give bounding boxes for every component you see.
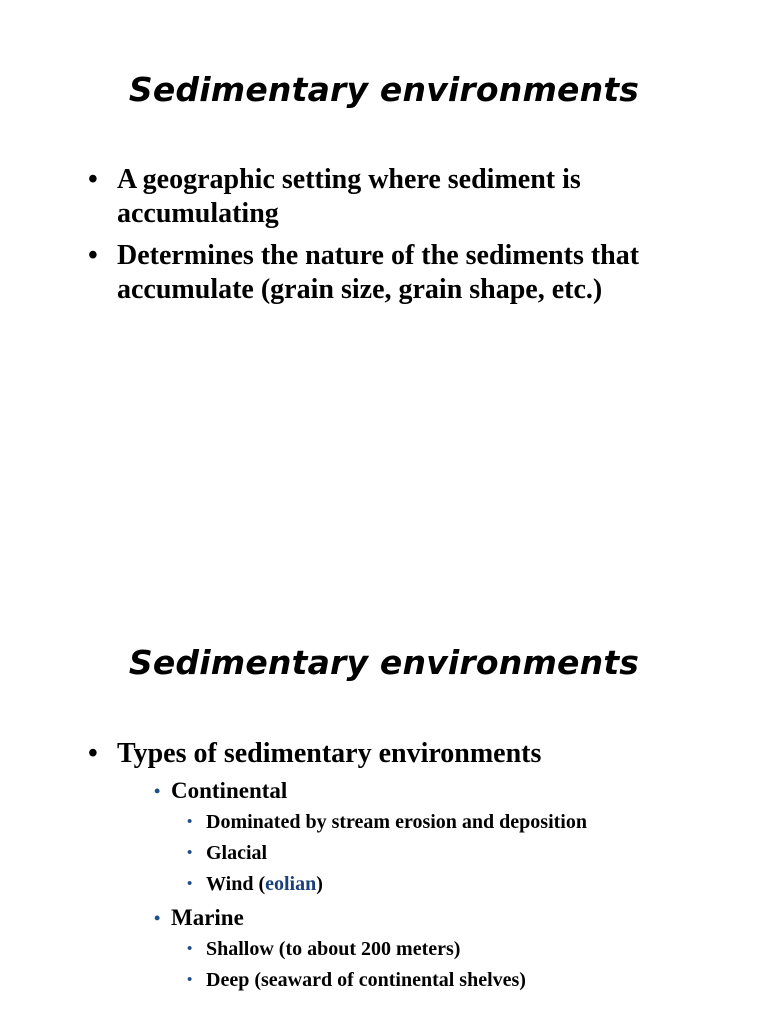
bullet-text: Determines the nature of the sediments that accumulate (grain size, grain shape, etc.) [117, 240, 640, 305]
slide-title: Sedimentary environments [128, 70, 640, 109]
bullet-item [88, 163, 728, 231]
sub-bullet-icon: • [154, 781, 161, 801]
group-continental [154, 776, 728, 900]
item-text: Dominated by stream erosion and deposition [206, 811, 587, 833]
sub-bullet-icon: • [187, 941, 193, 957]
list-item [187, 869, 728, 900]
bullet-item [88, 737, 728, 996]
bullet-icon: • [88, 738, 98, 769]
group-label: Continental [171, 778, 288, 803]
wind-prefix: Wind ( [206, 873, 266, 895]
sub-bullet-icon: • [187, 972, 193, 988]
continental-items [187, 807, 728, 900]
sub-bullet-icon: • [187, 814, 193, 830]
list-item [187, 838, 728, 869]
marine-items [187, 934, 728, 996]
sub-bullet-icon: • [187, 845, 193, 861]
sub-bullet-icon: • [154, 908, 161, 928]
eolian-link[interactable]: eolian [265, 873, 317, 895]
environment-groups [154, 776, 728, 996]
bullet-text: Types of sedimentary environments [117, 738, 542, 769]
list-item [187, 934, 728, 965]
list-item [187, 965, 728, 996]
bullet-icon: • [88, 164, 98, 195]
group-label: Marine [171, 905, 244, 930]
slide-title: Sedimentary environments [128, 643, 640, 682]
bullet-item [88, 239, 728, 307]
bullet-list [88, 163, 728, 307]
item-text: Deep (seaward of continental shelves) [206, 969, 526, 991]
bullet-text: A geographic setting where sediment is accumulating [117, 164, 581, 229]
group-marine [154, 903, 728, 996]
slide-2 [0, 560, 768, 1024]
wind-suffix: ) [316, 873, 323, 895]
sub-bullet-icon: • [187, 876, 193, 892]
item-text: Glacial [206, 842, 268, 864]
item-text: Shallow (to about 200 meters) [206, 938, 461, 960]
bullet-icon: • [88, 240, 98, 271]
bullet-list [88, 737, 728, 996]
list-item [187, 807, 728, 838]
